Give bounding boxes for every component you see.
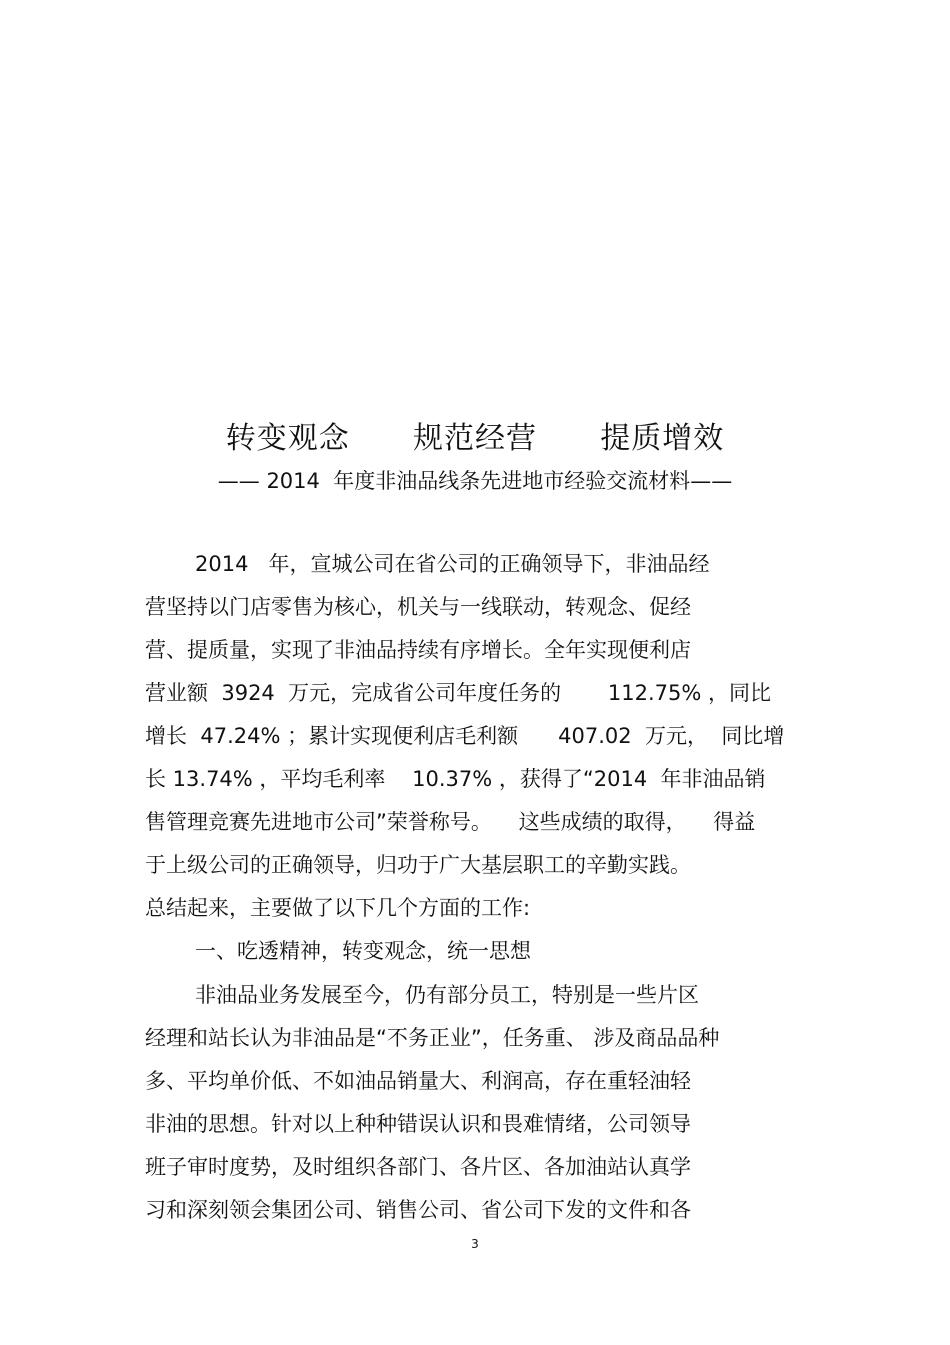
paragraph-line: 非油的思想。针对以上种种错误认识和畏难情绪，公司领导	[145, 1112, 691, 1136]
paragraph-line: 多、平均单价低、不如油品销量大、利润高，存在重轻油轻	[145, 1069, 691, 1093]
paragraph-line: 总结起来，主要做了以下几个方面的工作:	[145, 896, 531, 920]
paragraph-line: 班子审时度势，及时组织各部门、各片区、各加油站认真学	[145, 1155, 691, 1179]
paragraph-line: 经理和站长认为非油品是“不务正业”，任务重、 涉及商品品种	[145, 1026, 720, 1050]
paragraph-line: 营业额 3924 万元，完成省公司年度任务的 112.75% ，同比	[145, 681, 771, 705]
paragraph-line: 习和深刻领会集团公司、销售公司、省公司下发的文件和各	[145, 1198, 691, 1222]
paragraph-line: 营坚持以门店零售为核心，机关与一线联动，转观念、促经	[145, 595, 691, 619]
paragraph-line: 2014 年，宣城公司在省公司的正确领导下，非油品经	[195, 552, 710, 576]
paragraph-line: 营、提质量，实现了非油品持续有序增长。全年实现便利店	[145, 638, 691, 662]
section-heading: 一、吃透精神，转变观念，统一思想	[195, 939, 531, 963]
document-title: 转变观念 规范经营 提质增效	[225, 421, 725, 456]
document-subtitle: —— 2014 年度非油品线条先进地市经验交流材料——	[217, 469, 733, 493]
paragraph-line: 售管理竞赛先进地市公司”荣誉称号。 这些成绩的取得， 得益	[145, 810, 756, 834]
paragraph-line: 增长 47.24% ；累计实现便利店毛利额 407.02 万元， 同比增	[145, 724, 785, 748]
paragraph-line: 于上级公司的正确领导，归功于广大基层职工的辛勤实践。	[145, 853, 691, 877]
paragraph-line: 非油品业务发展至今，仍有部分员工，特别是一些片区	[195, 983, 699, 1007]
page-number: 3	[471, 1237, 479, 1251]
paragraph-line: 长 13.74% ，平均毛利率 10.37% ，获得了“2014 年非油品销	[145, 767, 766, 791]
